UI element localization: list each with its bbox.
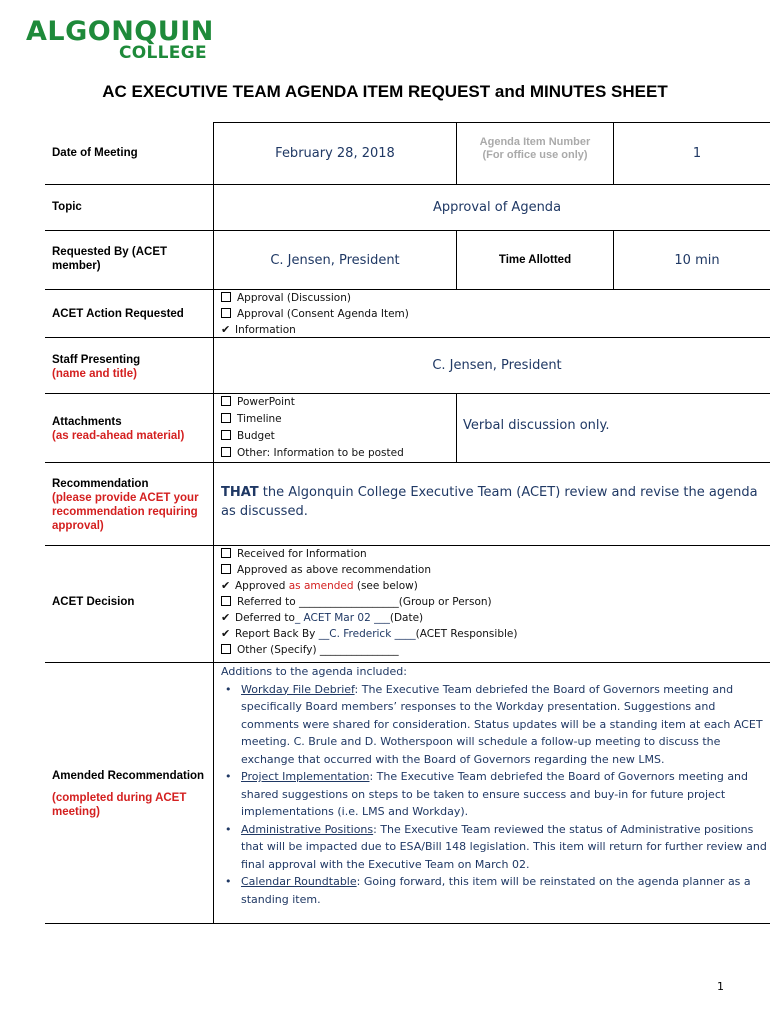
algonquin-college-logo bbox=[26, 18, 216, 64]
option-label-suffix: (ACET Responsible) bbox=[415, 628, 518, 640]
attachments-note: Verbal discussion only. bbox=[463, 418, 610, 433]
option-label: Approved bbox=[235, 580, 289, 592]
decision-received[interactable] bbox=[221, 546, 761, 562]
amended-item-title: Workday File Debrief bbox=[241, 682, 355, 696]
checkbox-empty-icon bbox=[221, 596, 231, 606]
checkbox-empty-icon bbox=[221, 413, 231, 423]
option-label: Approved as above recommendation bbox=[237, 564, 432, 576]
date-of-meeting-value: February 28, 2018 bbox=[275, 145, 395, 161]
staff-presenting-label-cell bbox=[45, 338, 213, 393]
amended-items-list bbox=[221, 681, 770, 909]
amended-item-title: Administrative Positions bbox=[241, 822, 374, 836]
checkmark-icon: ✔ bbox=[221, 579, 231, 592]
requested-by-label: Requested By (ACET member) bbox=[52, 246, 168, 272]
option-label: Approval (Consent Agenda Item) bbox=[237, 308, 409, 320]
attachment-option-powerpoint[interactable] bbox=[221, 394, 456, 411]
recommendation-label: Recommendation bbox=[52, 478, 149, 490]
amended-item-title: Calendar Roundtable bbox=[241, 875, 357, 888]
staff-presenting-sublabel: (name and title) bbox=[52, 368, 137, 380]
attachments-label: Attachments bbox=[52, 416, 122, 428]
attachment-option-other[interactable] bbox=[221, 445, 456, 462]
decision-approved-amended[interactable] bbox=[221, 578, 761, 594]
amended-item-text: : The Executive Team debriefed the Board of Governors meeting and shared suggestions on steps to be taken to ensure success and buy-in for future project implementations (i.e. LMS and Workday). bbox=[241, 770, 749, 818]
amended-item bbox=[225, 768, 770, 821]
checkmark-icon: ✔ bbox=[221, 611, 231, 624]
amended-item-title: Project Implementation bbox=[241, 770, 370, 783]
option-label: Timeline bbox=[237, 413, 282, 425]
amended-item-text: : The Executive Team reviewed the status of Administrative positions that will be impacted due to ESA/Bill 148 legislation. This item will return for further review and final approval with the Executive Team on March 02. bbox=[241, 822, 767, 871]
checkbox-empty-icon bbox=[221, 447, 231, 457]
acet-decision-options bbox=[221, 546, 761, 662]
checkbox-empty-icon bbox=[221, 292, 231, 302]
decision-deferred[interactable] bbox=[221, 610, 761, 626]
checkbox-empty-icon bbox=[221, 564, 231, 574]
requested-by-value: C. Jensen, President bbox=[270, 252, 400, 268]
attachment-option-timeline[interactable] bbox=[221, 411, 456, 428]
checkmark-icon: ✔ bbox=[221, 627, 231, 640]
action-requested-options bbox=[221, 290, 621, 337]
checkbox-empty-icon bbox=[221, 430, 231, 440]
action-option-information[interactable] bbox=[221, 322, 621, 337]
report-back-field[interactable]: __C. Frederick ____ bbox=[318, 628, 416, 640]
logo-wordmark: ALGONQUIN bbox=[26, 16, 214, 47]
bullet-icon: • bbox=[225, 682, 232, 696]
amended-item bbox=[225, 821, 770, 874]
requested-by-label-cell bbox=[45, 231, 213, 289]
recommendation-sublabel: (please provide ACET your recommendation requiring approval) bbox=[52, 492, 199, 532]
option-label: Deferred to bbox=[235, 612, 295, 624]
amended-recommendation-label-cell bbox=[45, 663, 213, 923]
option-label: Other: Information to be posted bbox=[237, 447, 404, 459]
checkbox-empty-icon bbox=[221, 396, 231, 406]
recommendation-label-cell bbox=[45, 463, 213, 545]
action-option-consent[interactable] bbox=[221, 306, 621, 322]
option-label: Other (Specify) bbox=[237, 644, 320, 656]
agenda-item-number-value: 1 bbox=[692, 145, 702, 161]
decision-referred[interactable] bbox=[221, 594, 761, 610]
attachments-options bbox=[221, 394, 456, 462]
topic-label: Topic bbox=[52, 201, 82, 213]
as-amended-text: as amended bbox=[288, 580, 354, 592]
amended-item bbox=[225, 873, 770, 908]
option-label: Referred to bbox=[237, 596, 300, 608]
referred-to-field[interactable]: ___________________ bbox=[299, 596, 399, 608]
time-allotted-label: Time Allotted bbox=[498, 254, 572, 266]
amended-item bbox=[225, 681, 770, 769]
amended-item-text: : Going forward, this item will be reinstated on the agenda planner as a standing item. bbox=[241, 875, 751, 906]
other-specify-field[interactable]: _______________ bbox=[319, 644, 399, 656]
decision-other[interactable] bbox=[221, 642, 761, 658]
decision-report-back[interactable] bbox=[221, 626, 761, 642]
date-of-meeting-label-cell bbox=[45, 122, 213, 184]
date-of-meeting-label: Date of Meeting bbox=[52, 147, 138, 159]
page-title: AC EXECUTIVE TEAM AGENDA ITEM REQUEST and MINUTES SHEET bbox=[102, 82, 668, 101]
action-requested-label: ACET Action Requested bbox=[52, 308, 184, 320]
option-label-suffix: (Group or Person) bbox=[398, 596, 492, 608]
checkbox-empty-icon bbox=[221, 548, 231, 558]
checkmark-icon: ✔ bbox=[221, 323, 231, 336]
agenda-item-number-note: (For office use only) bbox=[482, 149, 588, 161]
option-label-suffix: (Date) bbox=[389, 612, 424, 624]
amended-recommendation-sublabel: (completed during ACET meeting) bbox=[52, 792, 187, 818]
attachments-label-cell bbox=[45, 394, 213, 462]
staff-presenting-value: C. Jensen, President bbox=[432, 358, 562, 373]
page-number: 1 bbox=[717, 980, 724, 993]
decision-approved[interactable] bbox=[221, 562, 761, 578]
agenda-item-number-title: Agenda Item Number bbox=[479, 136, 591, 148]
logo-subtitle: COLLEGE bbox=[119, 43, 207, 63]
amended-recommendation-label: Amended Recommendation bbox=[52, 770, 205, 782]
option-label: Received for Information bbox=[237, 548, 367, 560]
checkbox-empty-icon bbox=[221, 644, 231, 654]
time-allotted-value: 10 min bbox=[674, 252, 720, 268]
option-label: PowerPoint bbox=[237, 396, 295, 408]
acet-decision-label: ACET Decision bbox=[52, 596, 135, 608]
amended-recommendation-content bbox=[221, 663, 770, 923]
recommendation-that: THAT bbox=[221, 485, 259, 500]
amended-intro: Additions to the agenda included: bbox=[221, 665, 407, 678]
action-option-discussion[interactable] bbox=[221, 290, 621, 306]
option-label-suffix: (see below) bbox=[353, 580, 418, 592]
bullet-icon: • bbox=[225, 770, 232, 783]
option-label: Budget bbox=[237, 430, 275, 442]
deferred-to-field[interactable]: _ ACET Mar 02 ___ bbox=[294, 612, 390, 624]
agenda-form-table bbox=[45, 122, 770, 924]
bullet-icon: • bbox=[225, 875, 232, 888]
recommendation-text bbox=[221, 483, 770, 533]
option-label: Information bbox=[235, 324, 296, 336]
bullet-icon: • bbox=[225, 822, 232, 836]
topic-label-cell bbox=[45, 185, 213, 230]
attachment-option-budget[interactable] bbox=[221, 428, 456, 445]
checkbox-empty-icon bbox=[221, 308, 231, 318]
acet-decision-label-cell bbox=[45, 546, 213, 662]
agenda-item-number-label bbox=[457, 136, 613, 176]
option-label: Approval (Discussion) bbox=[237, 292, 351, 304]
recommendation-body: the Algonquin College Executive Team (ACET) review and revise the agenda as discussed. bbox=[221, 485, 758, 519]
amended-item-text: : The Executive Team debriefed the Board of Governors meeting and specifically Board members’ responses to the Workday presentation. Suggestions and comments were shared for consideration. Status updates will be a standing item at each ACET meeting. C. Brule and D. Wotherspoon will schedule a follow-up meeting to discuss the exchange that occurred with the Board of Governors regarding the new LMS. bbox=[241, 682, 763, 766]
staff-presenting-label: Staff Presenting bbox=[52, 354, 141, 366]
attachments-sublabel: (as read-ahead material) bbox=[52, 430, 185, 442]
topic-value: Approval of Agenda bbox=[432, 200, 562, 215]
option-label: Report Back By bbox=[235, 628, 319, 640]
action-requested-label-cell bbox=[45, 290, 213, 337]
